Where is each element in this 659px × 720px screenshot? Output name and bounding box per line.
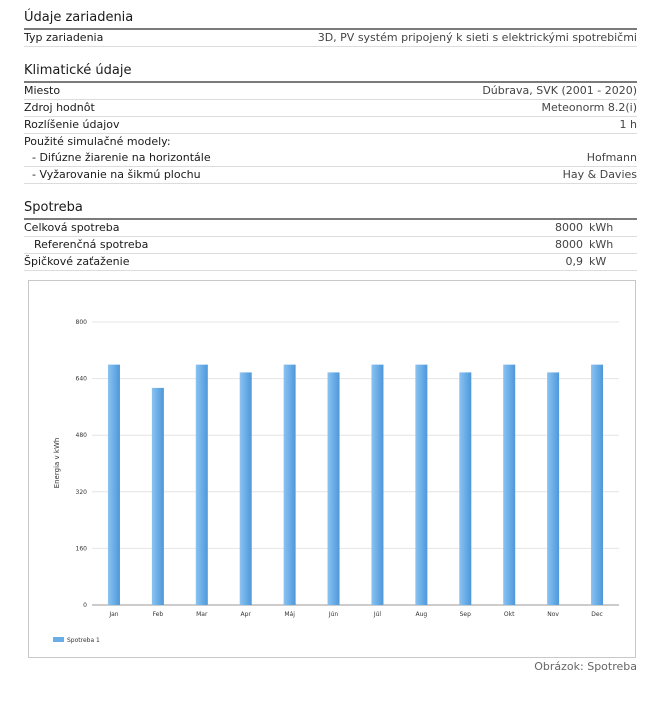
bar-Nov bbox=[547, 372, 559, 605]
climate-row bbox=[24, 100, 637, 117]
consumption-chart bbox=[28, 280, 636, 658]
row-value: 3D, PV systém pripojený k sieti s elektrickými spotrebičmi bbox=[317, 31, 637, 44]
row-value: Dúbrava, SVK (2001 - 2020) bbox=[482, 84, 637, 97]
row-label: - Difúzne žiarenie na horizontále bbox=[32, 151, 211, 164]
climate-section-title: Klimatické údaje bbox=[24, 61, 637, 83]
climate-row bbox=[24, 83, 637, 100]
bar-Jún bbox=[328, 372, 340, 605]
bar-Apr bbox=[240, 372, 252, 605]
row-value: 8000 bbox=[555, 221, 583, 234]
y-tick-label: 160 bbox=[75, 545, 87, 553]
climate-row bbox=[24, 134, 637, 150]
bar-Dec bbox=[591, 365, 603, 605]
row-label: - Vyžarovanie na šikmú plochu bbox=[32, 168, 201, 181]
row-label: Miesto bbox=[24, 84, 61, 97]
row-value: 1 h bbox=[619, 118, 637, 131]
row-value: Hay & Davies bbox=[562, 168, 637, 181]
row-unit: kW bbox=[589, 255, 607, 268]
x-tick-label: Mar bbox=[196, 611, 208, 618]
chart-svg bbox=[29, 281, 635, 657]
x-tick-label: Jan bbox=[109, 611, 119, 618]
y-tick-label: 640 bbox=[75, 375, 87, 383]
row-unit: kWh bbox=[589, 221, 614, 234]
y-tick-label: 320 bbox=[75, 488, 87, 496]
x-tick-label: Dec bbox=[591, 611, 603, 618]
row-unit: kWh bbox=[589, 238, 614, 251]
row-label: Zdroj hodnôt bbox=[24, 101, 95, 114]
consumption-section-title: Spotreba bbox=[24, 198, 637, 220]
row-label: Použité simulačné modely: bbox=[24, 135, 171, 148]
legend-swatch bbox=[53, 637, 64, 642]
x-tick-label: Máj bbox=[284, 611, 295, 618]
x-tick-label: Sep bbox=[459, 611, 471, 618]
consumption-row bbox=[24, 254, 637, 271]
row-label: Typ zariadenia bbox=[24, 31, 104, 44]
consumption-row bbox=[24, 237, 637, 254]
row-value: 0,9 bbox=[565, 255, 583, 268]
y-tick-label: 800 bbox=[75, 319, 87, 326]
row-label: Referenčná spotreba bbox=[34, 238, 149, 251]
figure-caption: Obrázok: Spotreba bbox=[534, 660, 637, 673]
row-value: Hofmann bbox=[586, 151, 637, 164]
bar-Mar bbox=[196, 365, 208, 605]
climate-row bbox=[24, 117, 637, 134]
row-label: Celková spotreba bbox=[24, 221, 120, 234]
y-tick-label: 480 bbox=[75, 432, 87, 440]
row-value: Meteonorm 8.2(i) bbox=[541, 101, 637, 114]
x-tick-label: Nov bbox=[547, 611, 559, 618]
bar-Aug bbox=[415, 365, 427, 605]
bar-Júl bbox=[371, 365, 383, 605]
y-axis-label: Energia v kWh bbox=[53, 437, 61, 489]
bar-Sep bbox=[459, 372, 471, 605]
bar-Jan bbox=[108, 365, 120, 605]
legend-label: Spotreba 1 bbox=[67, 637, 100, 644]
x-tick-label: Júl bbox=[373, 611, 382, 618]
climate-row bbox=[24, 167, 637, 184]
device-row bbox=[24, 30, 637, 47]
x-tick-label: Okt bbox=[503, 611, 515, 618]
bar-Feb bbox=[152, 388, 164, 605]
report-page bbox=[24, 8, 637, 271]
climate-row bbox=[24, 150, 637, 167]
bar-Okt bbox=[503, 365, 515, 605]
legend bbox=[53, 637, 100, 644]
device-section-title: Údaje zariadenia bbox=[24, 8, 637, 30]
x-tick-label: Aug bbox=[415, 611, 428, 618]
bar-Máj bbox=[284, 365, 296, 605]
y-tick-label: 0 bbox=[83, 602, 87, 609]
row-label: Rozlíšenie údajov bbox=[24, 118, 120, 131]
consumption-row bbox=[24, 220, 637, 237]
row-value: 8000 bbox=[555, 238, 583, 251]
row-label: Špičkové zaťaženie bbox=[24, 255, 130, 268]
x-tick-label: Apr bbox=[240, 611, 251, 618]
x-tick-label: Jún bbox=[328, 611, 339, 618]
x-tick-label: Feb bbox=[152, 611, 164, 618]
